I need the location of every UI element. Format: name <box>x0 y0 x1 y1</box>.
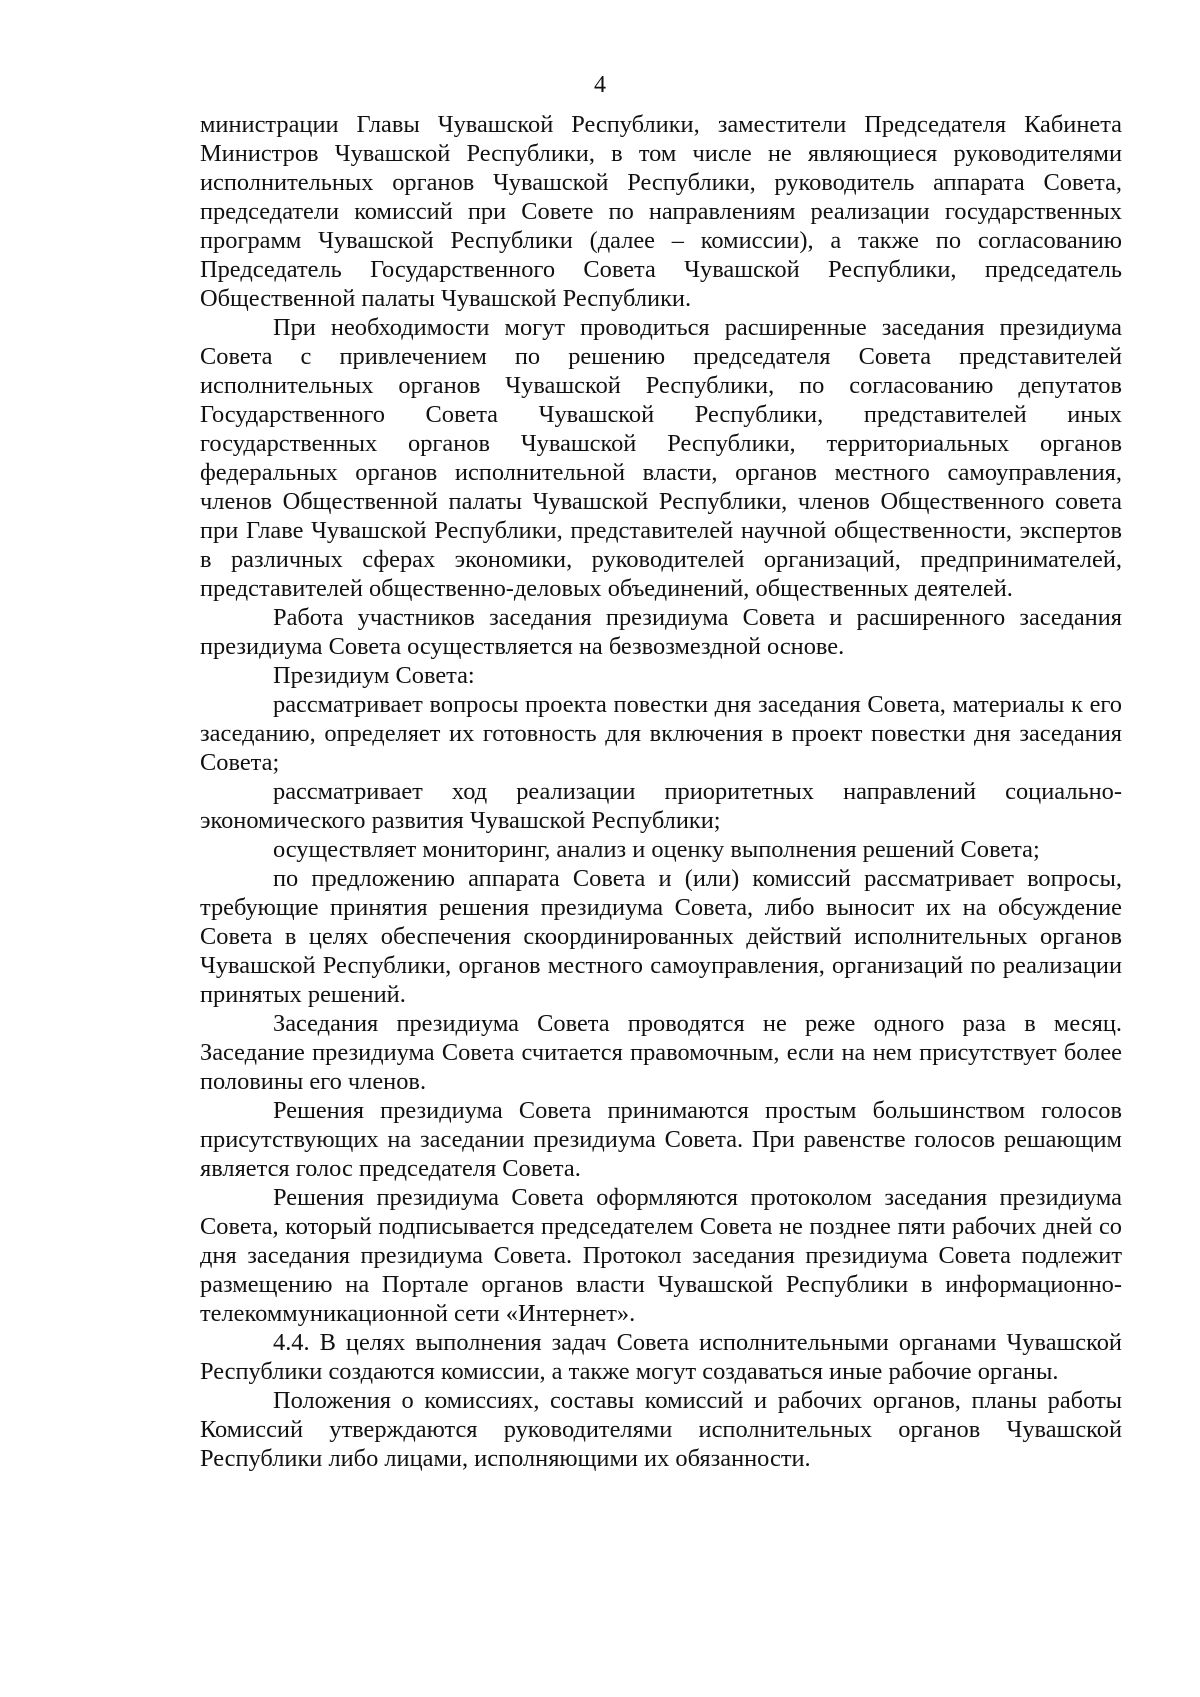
paragraph-proposals: по предложению аппарата Совета и (или) комиссий рассматривает вопросы, требующие принятия решения президиума Совета, либо выносит их на обсуждение Совета в целях обеспечения скоординированных действий исполнительных органов Чувашской Республики, органов местного самоуправления, организаций по реализации принятых решений. <box>200 865 1122 1008</box>
paragraph-decisions-protocol: Решения президиума Совета оформляются протоколом заседания президиума Совета, который подписывается председателем Совета не позднее пяти рабочих дней со дня заседания президиума Совета. Протокол заседания президиума Совета подлежит размещению на Портале органов власти Чувашской Республики в информационно-телекоммуникационной сети «Интернет». <box>200 1184 1122 1327</box>
paragraph-agenda: рассматривает вопросы проекта повестки дня заседания Совета, материалы к его заседанию, определяет их готовность для включения в проект повестки дня заседания Совета; <box>200 691 1122 776</box>
paragraph-presidium-intro: Президиум Совета: <box>273 662 475 689</box>
paragraph-decisions-majority: Решения президиума Совета принимаются простым большинством голосов присутствующих на заседании президиума Совета. При равенстве голосов решающим является голос председателя Совета. <box>200 1097 1122 1182</box>
paragraph-commission-regulations: Положения о комиссиях, составы комиссий и рабочих органов, планы работы Комиссий утверждаются руководителями исполнительных органов Чувашской Республики либо лицами, исполняющими их обязанности. <box>200 1387 1122 1472</box>
page-number: 4 <box>594 72 606 98</box>
paragraph-section-4-4: 4.4. В целях выполнения задач Совета исполнительными органами Чувашской Республики создаются комиссии, а также могут создаваться иные рабочие органы. <box>200 1329 1122 1385</box>
paragraph-monitoring: осуществляет мониторинг, анализ и оценку выполнения решений Совета; <box>273 836 1040 863</box>
paragraph-meeting-frequency: Заседания президиума Совета проводятся не реже одного раза в месяц. Заседание президиума Совета считается правомочным, если на нем присутствует более половины его членов. <box>200 1010 1122 1095</box>
paragraph-priorities: рассматривает ход реализации приоритетных направлений социально-экономического развития Чувашской Республики; <box>200 778 1122 834</box>
paragraph-unpaid-work: Работа участников заседания президиума Совета и расширенного заседания президиума Совета осуществляется на безвозмездной основе. <box>200 604 1122 660</box>
paragraph-continuation: министрации Главы Чувашской Республики, заместители Председателя Кабинета Министров Чувашской Республики, в том числе не являющиеся руководителями исполнительных органов Чувашской Республики, руководитель аппарата Совета, председатели комиссий при Совете по направлениям реализации государственных программ Чувашской Республики (далее – комиссии), а также по согласованию Председатель Государственного Совета Чувашской Республики, председатель Общественной палаты Чувашской Республики. <box>200 111 1122 312</box>
paragraph-extended-sessions: При необходимости могут проводиться расширенные заседания президиума Совета с привлечением по решению председателя Совета представителей исполнительных органов Чувашской Республики, по согласованию депутатов Государственного Совета Чувашской Республики, представителей иных государственных органов Чувашской Республики, территориальных органов федеральных органов исполнительной власти, органов местного самоуправления, членов Общественной палаты Чувашской Республики, членов Общественного совета при Главе Чувашской Республики, представителей научной общественности, экспертов в различных сферах экономики, руководителей организаций, предпринимателей, представителей общественно-деловых объединений, общественных деятелей. <box>200 314 1122 602</box>
document-body <box>200 110 1122 1473</box>
